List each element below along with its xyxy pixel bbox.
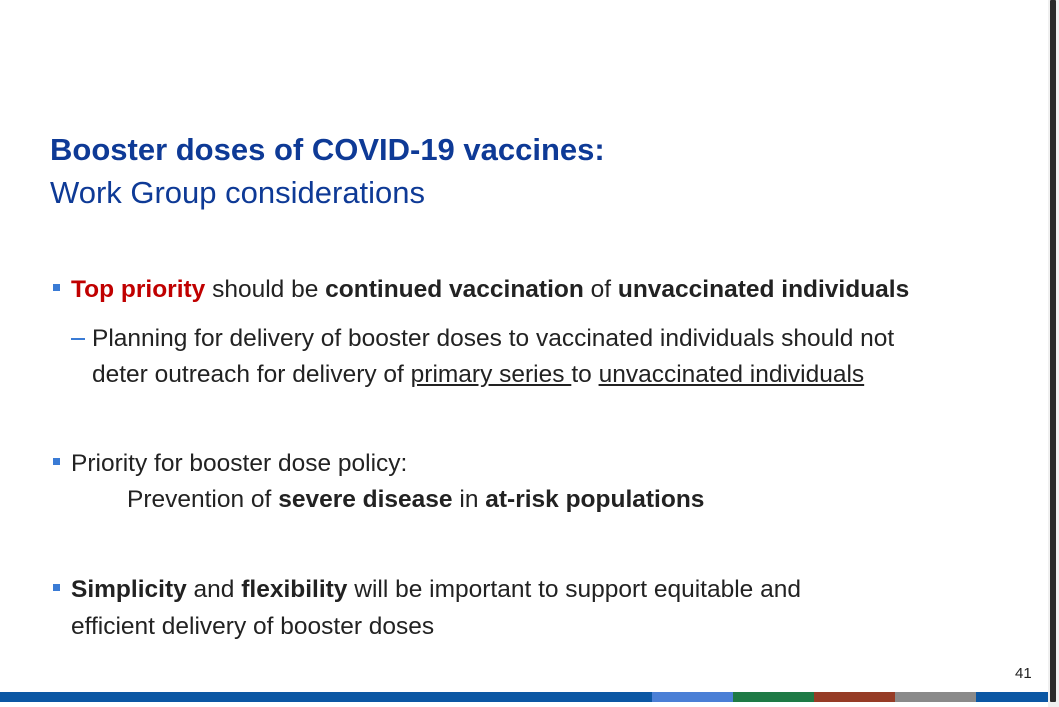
bullet-square-icon: [53, 458, 60, 465]
scrollbar-thumb[interactable]: [1050, 0, 1056, 702]
footer-bar-segment: [652, 692, 733, 702]
sub-bullet-1-line-2: deter outreach for delivery of primary series to unvaccinated individuals: [92, 361, 865, 388]
page-number: 41: [1015, 665, 1032, 682]
slide-subtitle: Work Group considerations: [50, 175, 426, 210]
bullet-square-icon: [53, 284, 60, 291]
slide-title: Booster doses of COVID-19 vaccines:: [50, 132, 605, 167]
footer-bar-segment: [0, 692, 652, 702]
footer-bar-segment: [733, 692, 814, 702]
bullet-3-line-2: efficient delivery of booster doses: [71, 613, 435, 640]
footer-bar-segment: [814, 692, 895, 702]
bullet-2-line-1: Priority for booster dose policy:: [71, 450, 408, 477]
bullet-1-text: Top priority should be continued vaccination of unvaccinated individuals: [71, 276, 910, 303]
sub-bullet-dash-icon: [71, 338, 85, 340]
footer-bar-segment: [895, 692, 976, 702]
bullet-3-line-1: Simplicity and flexibility will be important to support equitable and: [71, 576, 801, 603]
bullet-square-icon: [53, 584, 60, 591]
footer-bar-segment: [976, 692, 1048, 702]
highlight-top-priority: Top priority: [71, 276, 206, 303]
sub-bullet-1-line-1: Planning for delivery of booster doses to vaccinated individuals should not: [92, 325, 895, 352]
underlined-primary-series: primary series: [410, 361, 572, 388]
underlined-unvaccinated-individuals: unvaccinated individuals: [598, 361, 865, 388]
bullet-2-line-2: Prevention of severe disease in at-risk populations: [127, 486, 705, 513]
